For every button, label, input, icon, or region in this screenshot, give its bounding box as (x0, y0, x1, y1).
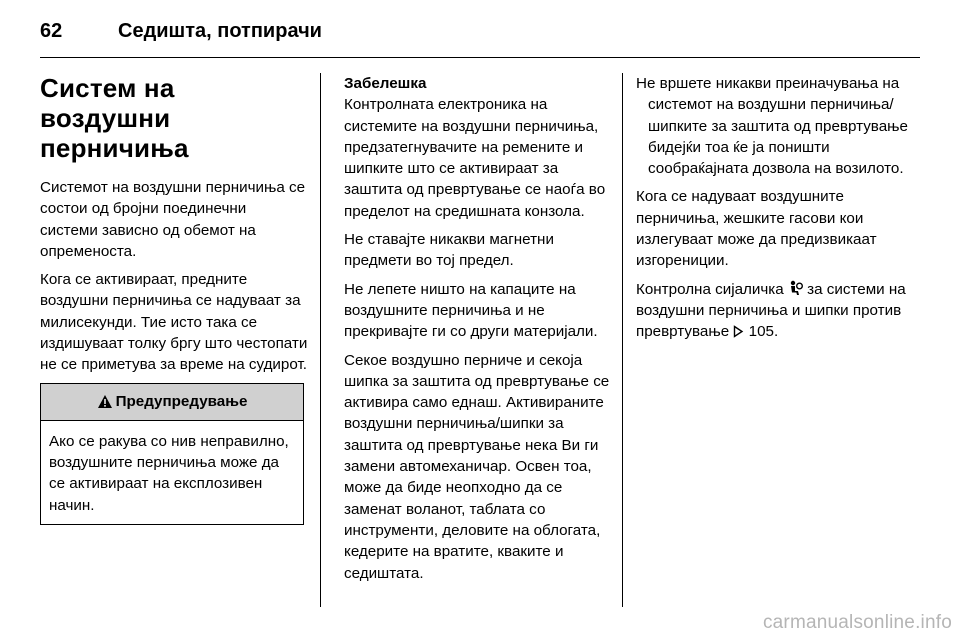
column-3 (636, 73, 920, 350)
page-reference[interactable]: 105. (748, 323, 779, 341)
lamp-text-a: Контролна сијаличка (636, 280, 784, 298)
warning-triangle-icon (97, 394, 113, 409)
warning-title: Предупредување (115, 393, 248, 411)
watermark: carmanualsonline.info (762, 612, 952, 633)
page-reference-arrow-icon[interactable] (733, 325, 744, 338)
warning-header (41, 384, 303, 421)
paragraph (636, 279, 920, 343)
airbag-indicator-icon (788, 280, 803, 296)
running-title: Седишта, потпирачи (118, 19, 322, 42)
note-title: Забелешка (344, 75, 427, 92)
page-header (40, 14, 920, 48)
bullet-text: Не вршете никакви преиначувања на системот на воздушни перничиња/шипките за заштита од превртување бидејќи тоа ќе ја поништи сообраќајната дозвола на возилото. (636, 75, 908, 178)
paragraph: Кога се активираат, предните воздушни перничиња се надуваат за милисекунди. Тие исто така се издишуваат толку бргу што честопати не се приметува за време на судирот. (40, 271, 308, 374)
column-2 (344, 73, 612, 591)
paragraph: Не лепете ништо на капаците на воздушните перничиња и не прекривајте ги со други материјали. (344, 280, 598, 341)
page-number: 62 (40, 19, 63, 42)
section-title: Систем на воздушни перничиња (40, 73, 189, 163)
lamp-text-b: за системи на воздушни перничиња и шипки против превртување (636, 280, 906, 341)
paragraph: Кога се надуваат воздушните перничиња, жешките гасови кои излегуваат може да предизвикаат изгорениции. (636, 188, 877, 270)
note-text: Контролната електроника на системите на воздушни перничиња, предзатегнувачите на ремените и шипките што се активираат за заштита од превртување се наоѓа во пределот на средишната конзола. (344, 96, 606, 220)
paragraph: Системот на воздушни перничиња се состои од бројни поединечни системи зависно од обемот на опременоста. (40, 179, 306, 260)
bullet-paragraph (636, 73, 920, 179)
paragraph: Не ставајте никакви магнетни предмети во тој предел. (344, 231, 554, 270)
column-1 (40, 73, 308, 525)
header-rule (40, 57, 920, 58)
warning-box (40, 383, 304, 525)
warning-body: Ако се ракува со нив неправилно, воздушните перничиња може да се активираат на експлозивен начин. (49, 432, 289, 514)
paragraph: Секое воздушно перниче и секоја шипка за заштита од превртување се активира само еднаш. Активираните воздушни перничиња/шипки за заштита од превртување нека Ви ги замени автомеханичар. Освен тоа, може да биде неопходно да се заменат воланот, таблата со инструменти, деловите на облогата, кедерите на вратите, кваките и седиштата. (344, 351, 610, 582)
column-divider-1 (320, 73, 321, 607)
column-divider-2 (622, 73, 623, 607)
